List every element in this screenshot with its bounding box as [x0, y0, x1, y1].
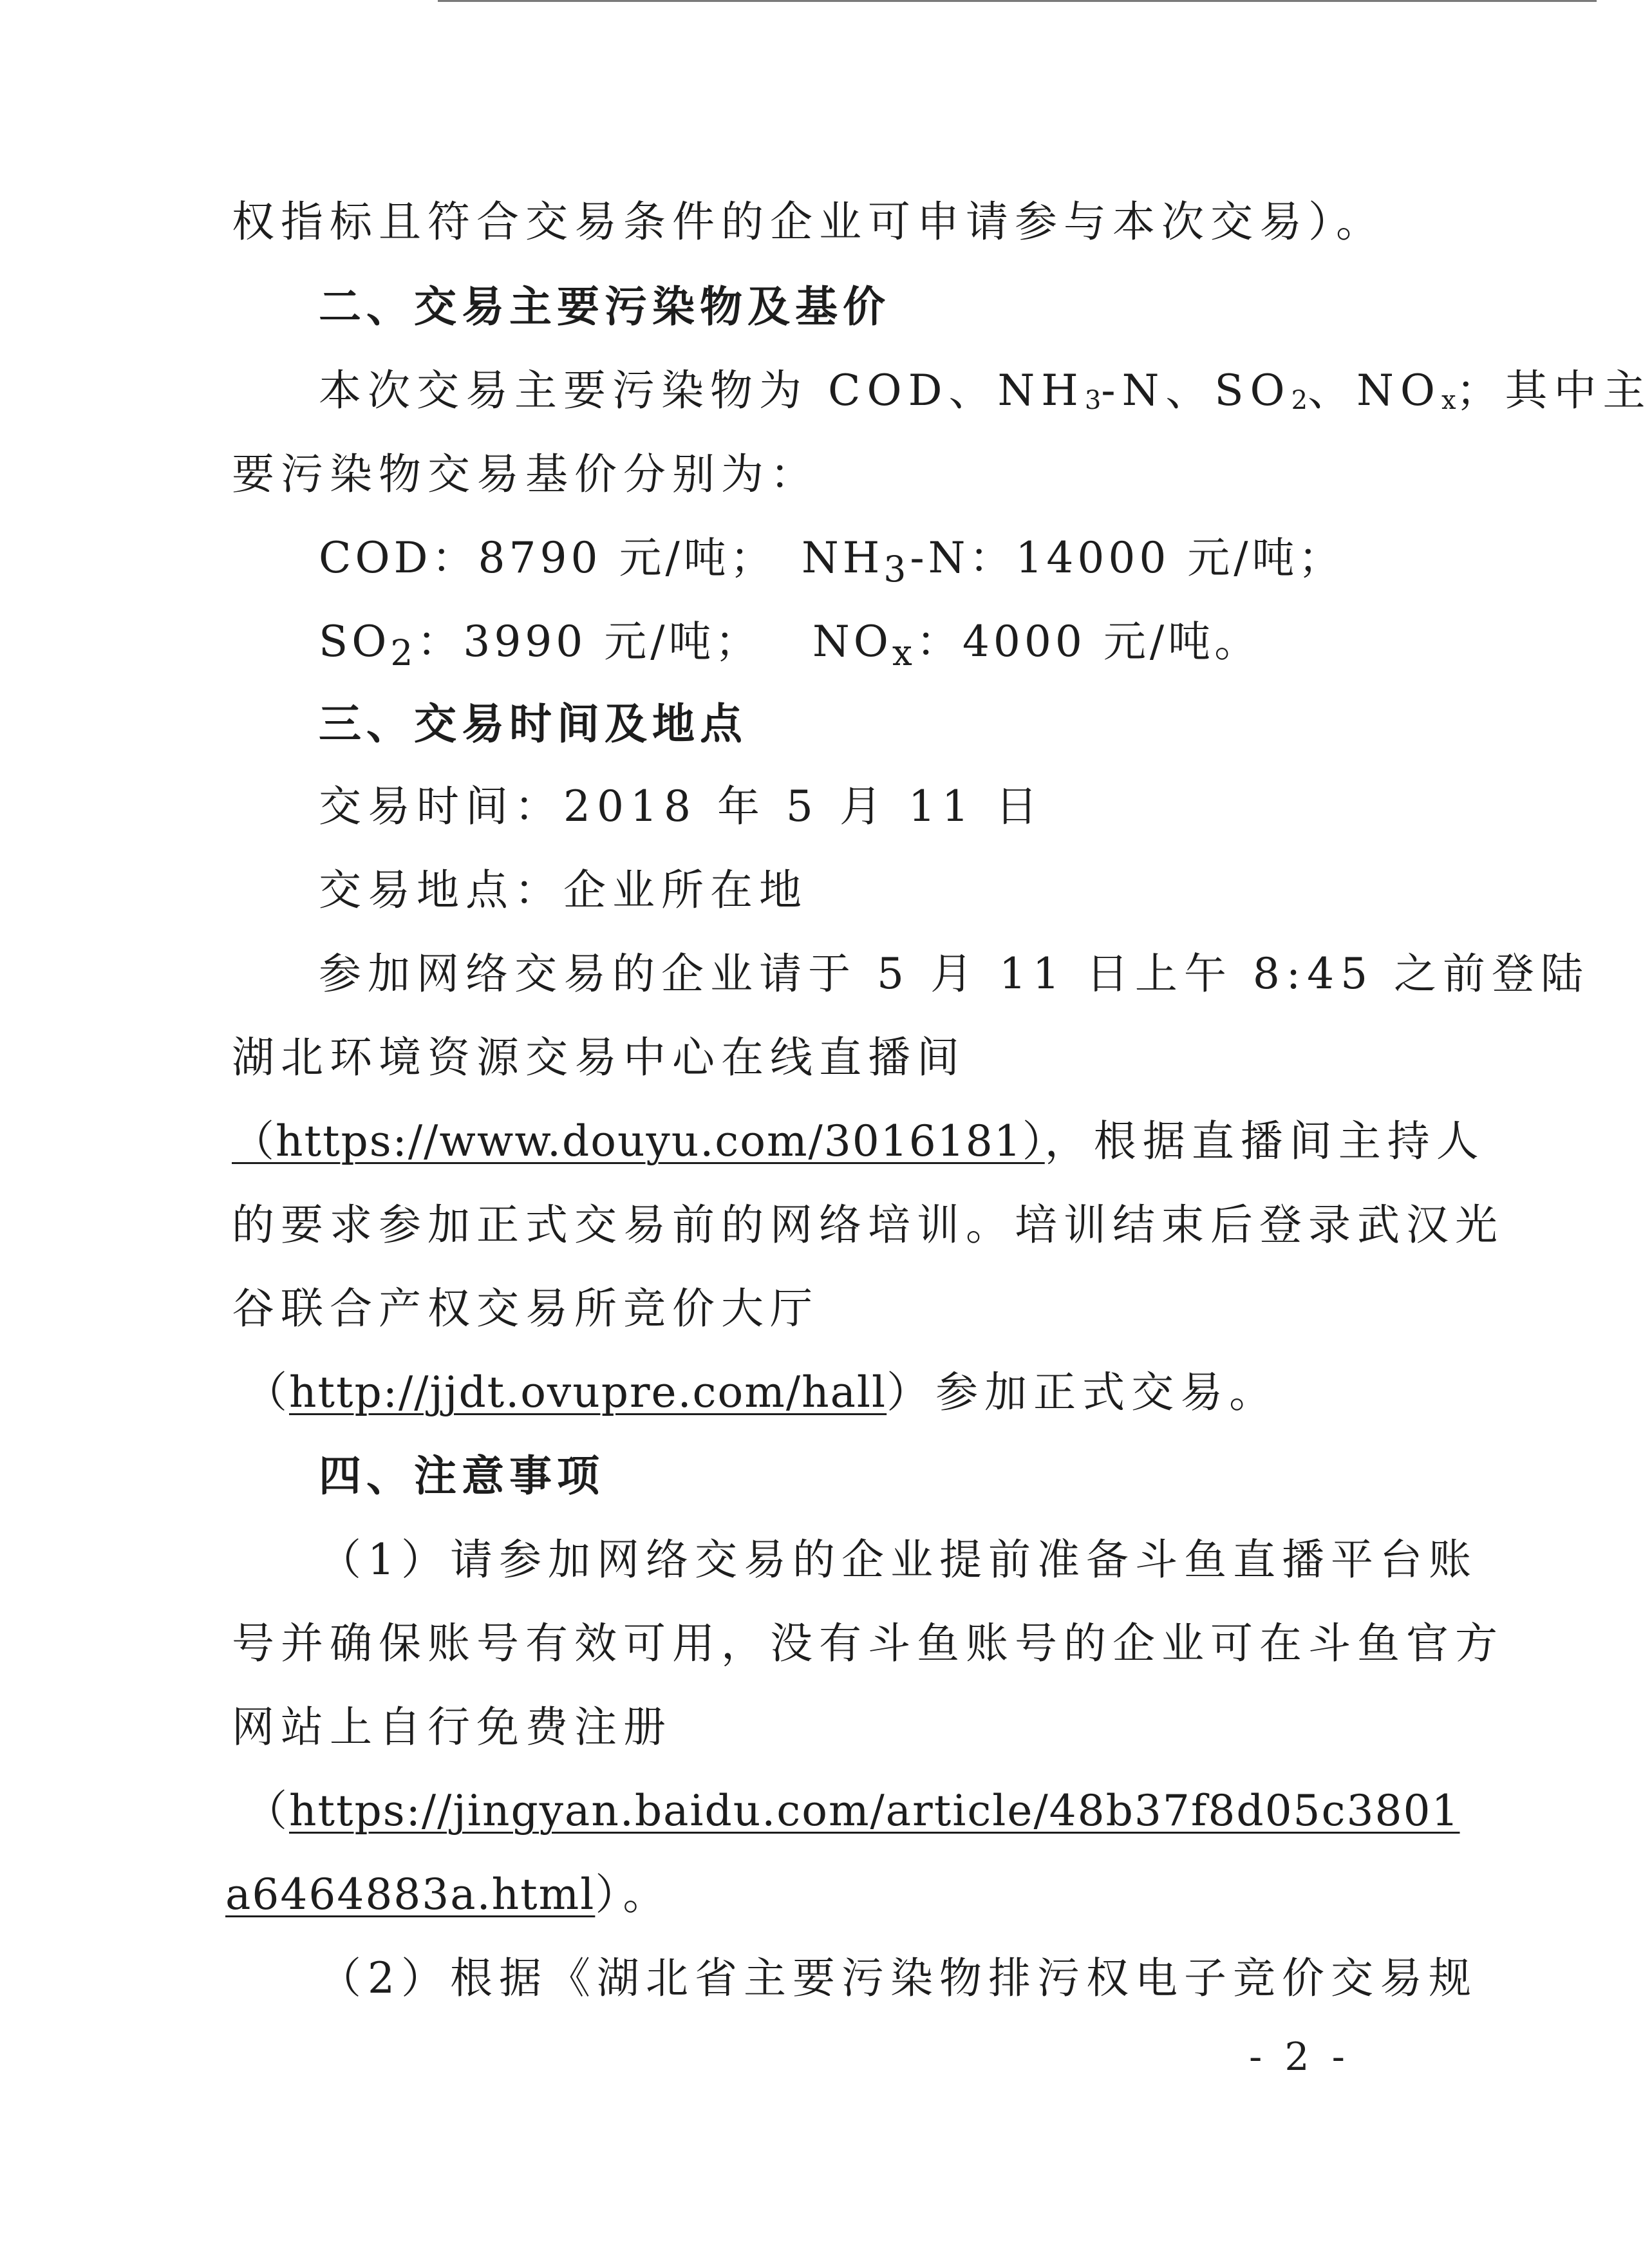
text-segment: ，根据直播间主持人 [1044, 1116, 1485, 1166]
subscript: 3 [883, 549, 910, 590]
paragraph-line-1 [232, 196, 1385, 248]
text-segment: （1）请参加网络交易的企业提前准备斗鱼直播平台账 [319, 1535, 1478, 1584]
price-so2 [319, 616, 762, 679]
subscript: x [1441, 386, 1456, 415]
text-segment: 湖北环境资源交易中心在线直播间 [232, 1033, 966, 1082]
text-segment: 参加网络交易的企业请于 5 月 11 日上午 8:45 之前登陆 [319, 949, 1590, 999]
text-segment: 权指标且符合交易条件的企业可申请参与本次交易）。 [232, 197, 1385, 247]
price-label: ： [417, 617, 464, 666]
text-segment: 的要求参加正式交易前的网络培训。培训结束后登录武汉光 [232, 1200, 1504, 1250]
paragraph-line-base-price-intro [232, 449, 819, 500]
text-segment: 谷联合产权交易所竞价大厅 [232, 1284, 819, 1333]
text-segment: （ [245, 1786, 289, 1836]
page-number: - 2 - [1249, 2035, 1350, 2080]
section-heading-2 [319, 281, 890, 333]
price-nh3n [802, 532, 1345, 595]
price-nox [812, 616, 1261, 679]
text-segment: 网站上自行免费注册 [232, 1702, 672, 1752]
price-label: NH [802, 533, 884, 583]
text-segment: 交易地点：企业所在地 [319, 865, 808, 915]
text-segment: ）。 [595, 1870, 672, 1919]
text-segment: ）参加正式交易。 [887, 1368, 1279, 1417]
subscript: 2 [1291, 386, 1308, 415]
douyu-link[interactable]: （https://www.douyu.com/3016181） [232, 1116, 1045, 1166]
heading-text: 四、注意事项 [319, 1451, 605, 1501]
text-segment: ；其中主 [1456, 366, 1652, 415]
bidding-hall-link[interactable]: http://jjdt.ovupre.com/hall [289, 1368, 887, 1417]
heading-text: 二、交易主要污染物及基价 [319, 282, 890, 332]
price-label: ： [915, 617, 962, 666]
heading-text: 三、交易时间及地点 [319, 699, 747, 749]
text-segment: （ [245, 1368, 289, 1417]
paragraph-line-trade-location [319, 865, 808, 916]
paragraph-line-login-notice [319, 948, 1590, 1000]
paragraph-line-register [232, 1702, 672, 1753]
paragraph-line-bidding-hall [232, 1283, 819, 1335]
paragraph-line-training [232, 1199, 1504, 1251]
section-heading-3 [319, 699, 747, 750]
text-segment: 、NO [1308, 366, 1441, 415]
price-value: 8790 元/吨； [478, 533, 776, 583]
top-border-line [438, 0, 1597, 2]
subscript: x [892, 632, 916, 674]
baidu-guide-link[interactable]: https://jingyan.baidu.com/article/48b37f8d05c3801 [289, 1786, 1460, 1836]
text-segment: 要污染物交易基价分别为： [232, 449, 819, 499]
price-label: NO [812, 617, 892, 666]
price-cod [319, 532, 776, 584]
paragraph-line-note-1 [319, 1534, 1478, 1586]
paragraph-line-douyu-link [232, 1116, 1485, 1167]
text-segment: （2）根据《湖北省主要污染物排污权电子竞价交易规 [319, 1953, 1478, 2003]
price-value: 4000 元/吨。 [962, 617, 1261, 666]
paragraph-line-trade-time [319, 781, 1044, 832]
baidu-guide-link-cont[interactable]: a6464883a.html [225, 1870, 596, 1919]
price-label: SO [319, 617, 391, 666]
subscript: 2 [390, 632, 417, 674]
section-heading-4 [319, 1451, 605, 1502]
price-label: -N： [910, 533, 1016, 583]
text-segment: 交易时间：2018 年 5 月 11 日 [319, 782, 1044, 831]
text-segment: -N、SO [1101, 366, 1291, 415]
paragraph-line-live-room [232, 1032, 966, 1084]
price-value: 14000 元/吨； [1015, 533, 1345, 583]
paragraph-line-note-2 [319, 1953, 1478, 2004]
paragraph-line-note-1-cont [232, 1618, 1504, 1669]
text-segment: 号并确保账号有效可用，没有斗鱼账号的企业可在斗鱼官方 [232, 1619, 1504, 1668]
text-segment: 本次交易主要污染物为 COD、NH [319, 366, 1085, 415]
paragraph-line-baidu-link [245, 1785, 1460, 1837]
subscript: 3 [1084, 386, 1102, 415]
paragraph-line-hall-link [245, 1367, 1278, 1418]
paragraph-line-pollutants [319, 365, 1652, 417]
price-label: COD： [319, 533, 478, 583]
price-value: 3990 元/吨； [463, 617, 762, 666]
paragraph-line-baidu-link-cont [225, 1869, 671, 1921]
